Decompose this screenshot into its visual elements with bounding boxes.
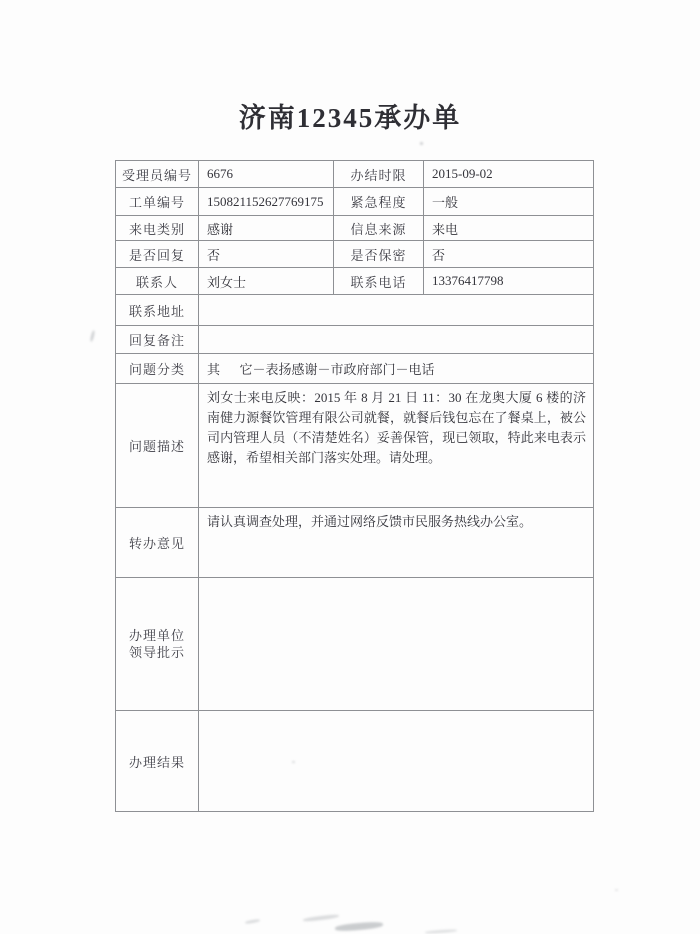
label-call-type: 来电类别: [116, 216, 199, 241]
scan-mark: [90, 330, 96, 342]
label-transfer-opinion: 转办意见: [116, 508, 199, 578]
label-confidential: 是否保密: [334, 241, 424, 268]
label-deadline: 办结时限: [334, 161, 424, 188]
table-row: [116, 508, 594, 578]
form-title: 济南12345承办单: [238, 103, 462, 133]
scan-speck: [420, 142, 423, 145]
value-contact-name: 刘女士: [199, 268, 334, 295]
scan-smudge: [425, 929, 457, 934]
value-order-no: 150821152627769175: [199, 188, 334, 216]
label-urgency: 紧急程度: [334, 188, 424, 216]
scan-smudge: [303, 914, 339, 922]
label-contact-address: 联系地址: [116, 295, 199, 326]
value-reply-required: 否: [199, 241, 334, 268]
work-order-table: [115, 160, 594, 812]
value-contact-address: [199, 295, 594, 326]
table-row: [116, 326, 594, 354]
value-issue-description: 刘女士来电反映：2015 年 8 月 21 日 11：30 在龙奥大厦 6 楼的济南健力源餐饮管理有限公司就餐，就餐后钱包忘在了餐桌上，被公司内管理人员（不清楚姓名）妥善保管，现已领取，特此来电表示感谢，希望相关部门落实处理。请处理。: [199, 384, 594, 508]
label-contact-phone: 联系电话: [334, 268, 424, 295]
label-handling-result: 办理结果: [116, 711, 199, 812]
table-row: [116, 578, 594, 711]
scan-speck: [292, 761, 295, 763]
label-reply-note: 回复备注: [116, 326, 199, 354]
value-urgency: 一般: [424, 188, 594, 216]
value-unit-leader-instruction: [199, 578, 594, 711]
table-row: [116, 268, 594, 295]
value-call-type: 感谢: [199, 216, 334, 241]
table-row: [116, 241, 594, 268]
scan-smudge: [245, 919, 260, 925]
value-transfer-opinion: 请认真调查处理，并通过网络反馈市民服务热线办公室。: [199, 508, 594, 578]
value-reply-note: [199, 326, 594, 354]
value-confidential: 否: [424, 241, 594, 268]
label-issue-category: 问题分类: [116, 354, 199, 384]
table-row: [116, 216, 594, 241]
table-row: [116, 354, 594, 384]
table-row: [116, 188, 594, 216]
value-acceptor-no: 6676: [199, 161, 334, 188]
label-contact-name: 联系人: [116, 268, 199, 295]
value-handling-result: [199, 711, 594, 812]
label-order-no: 工单编号: [116, 188, 199, 216]
label-unit-leader-instruction: [116, 578, 199, 711]
label-issue-description: 问题描述: [116, 384, 199, 508]
label-unit-line: 办理单位: [128, 628, 185, 643]
table-row: [116, 161, 594, 188]
label-instruction-line: 领导批示: [128, 645, 185, 660]
table-row: [116, 384, 594, 508]
scan-smudge: [335, 921, 383, 932]
scan-speck: [615, 889, 618, 891]
value-info-source: 来电: [424, 216, 594, 241]
label-info-source: 信息来源: [334, 216, 424, 241]
value-issue-category: 其 它－表扬感谢－市政府部门－电话: [199, 354, 594, 384]
table-row: [116, 295, 594, 326]
value-deadline: 2015-09-02: [424, 161, 594, 188]
label-acceptor-no: 受理员编号: [116, 161, 199, 188]
table-row: [116, 711, 594, 812]
label-reply-required: 是否回复: [116, 241, 199, 268]
value-contact-phone: 13376417798: [424, 268, 594, 295]
